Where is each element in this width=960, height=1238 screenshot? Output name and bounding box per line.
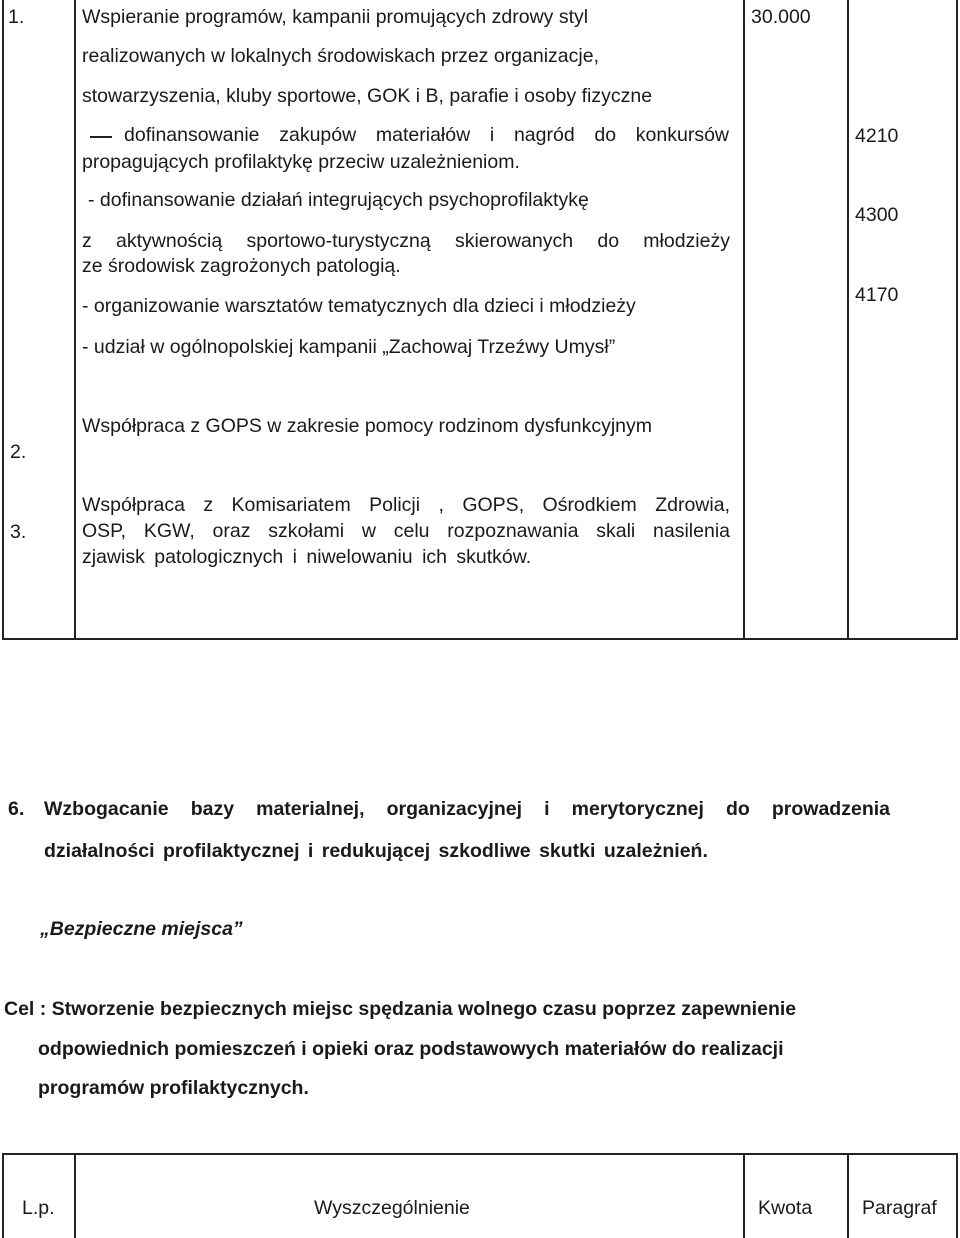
table1-border-left	[2, 0, 4, 640]
row1-item-b-line-2: z aktywnością sportowo-turystyczną skierowanych do młodzieży	[82, 230, 730, 252]
goal-line-1: Cel : Stworzenie bezpiecznych miejsc spędzania wolnego czasu poprzez zapewnienie	[4, 998, 797, 1020]
goal-line-2: odpowiednich pomieszczeń i opieki oraz podstawowych materiałów do realizacji	[38, 1038, 784, 1060]
row1-item-c: - organizowanie warsztatów tematycznych dla dzieci i młodzieży	[82, 295, 636, 317]
row2-number: 2.	[10, 441, 27, 463]
row1-paragraph-3: 4170	[855, 284, 899, 306]
section6-title-line-2: działalności profilaktycznej i redukującej szkodliwe skutki uzależnień.	[44, 840, 708, 862]
table2-border-top	[2, 1153, 958, 1155]
table1-border-bottom	[2, 638, 958, 640]
row1-paragraph-2: 4300	[855, 204, 899, 226]
row2-text: Współpraca z GOPS w zakresie pomocy rodzinom dysfunkcyjnym	[82, 415, 653, 437]
table2-col-divider-1	[74, 1153, 76, 1238]
row3-text-line-3: zjawisk patologicznych i niwelowaniu ich skutków.	[82, 546, 532, 568]
table2-header-lp: L.p.	[22, 1197, 55, 1219]
row1-paragraph-1: 4210	[855, 125, 899, 147]
row1-item-a-line-2: propagujących profilaktykę przeciw uzależnieniom.	[82, 151, 520, 173]
table2-border-right	[956, 1153, 958, 1238]
row1-amount: 30.000	[751, 6, 811, 28]
row1-heading-line-1: Wspieranie programów, kampanii promujących zdrowy styl	[82, 6, 589, 28]
row1-item-a-line-1: dofinansowanie zakupów materiałów i nagród do konkursów	[124, 124, 729, 146]
row1-heading-line-3: stowarzyszenia, kluby sportowe, GOK i B, parafie i osoby fizyczne	[82, 85, 653, 107]
row1-number: 1.	[8, 6, 25, 28]
table1-col-divider-2	[743, 0, 745, 640]
row3-text-line-2: OSP, KGW, oraz szkołami w celu rozpoznawania skali nasilenia	[82, 520, 730, 542]
table2-header-amount: Kwota	[758, 1197, 813, 1219]
table2-col-divider-2	[743, 1153, 745, 1238]
table2-col-divider-3	[847, 1153, 849, 1238]
row1-item-b-line-1: - dofinansowanie działań integrujących psychoprofilaktykę	[88, 189, 589, 211]
table1-col-divider-3	[847, 0, 849, 640]
row3-text-line-1: Współpraca z Komisariatem Policji , GOPS, Ośrodkiem Zdrowia,	[82, 494, 730, 516]
table2-header-paragraph: Paragraf	[862, 1197, 937, 1219]
section6-title-line-1: Wzbogacanie bazy materialnej, organizacyjnej i merytorycznej do prowadzenia	[44, 798, 890, 820]
section6-number: 6.	[8, 798, 25, 820]
table1-border-right	[956, 0, 958, 640]
row3-number: 3.	[10, 521, 27, 543]
program-title: „Bezpieczne miejsca”	[40, 918, 243, 940]
row1-item-b-line-3: ze środowisk zagrożonych patologią.	[82, 255, 401, 277]
table1-col-divider-1	[74, 0, 76, 640]
goal-line-3: programów profilaktycznych.	[38, 1077, 309, 1099]
row1-heading-line-2: realizowanych w lokalnych środowiskach przez organizacje,	[82, 45, 599, 67]
table2-border-left	[2, 1153, 4, 1238]
row1-item-d: - udział w ogólnopolskiej kampanii „Zachowaj Trzeźwy Umysł”	[82, 336, 616, 358]
row1-item-a-dash	[90, 136, 112, 138]
table2-header-description: Wyszczególnienie	[314, 1197, 470, 1219]
